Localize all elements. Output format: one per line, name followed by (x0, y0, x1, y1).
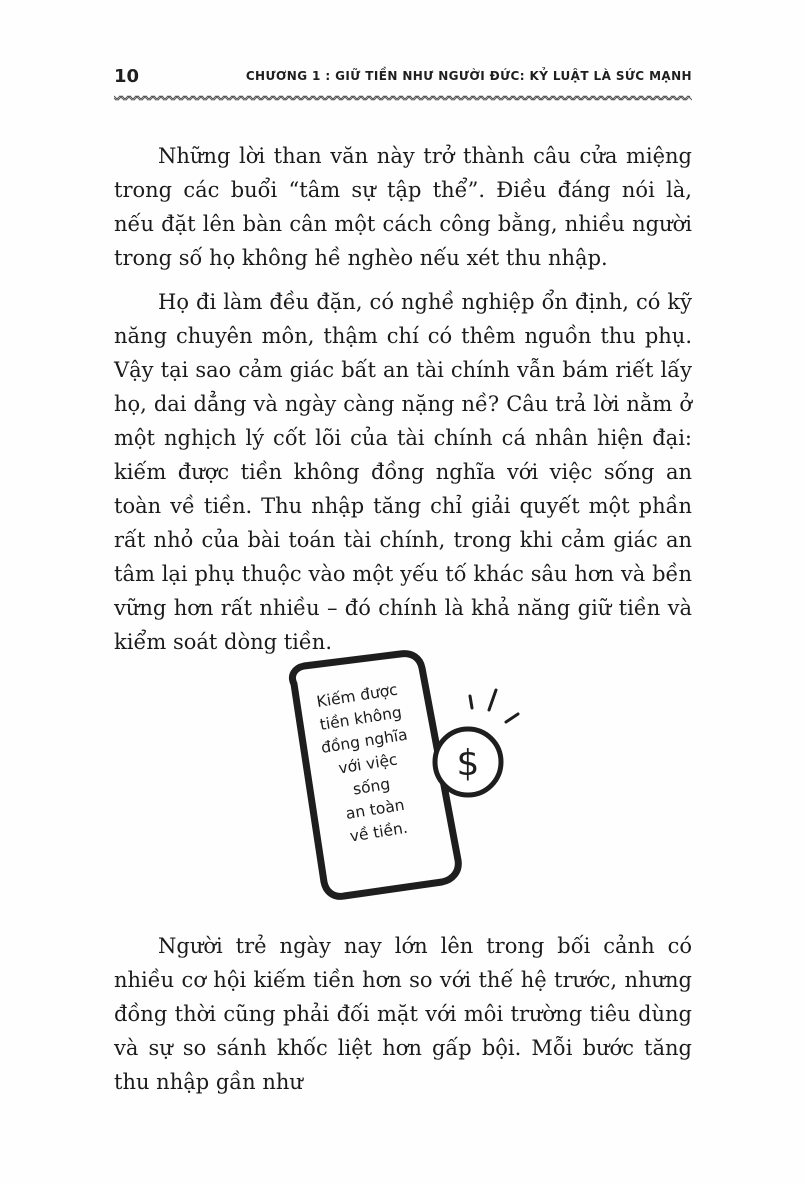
callout-text (290, 675, 446, 855)
callout-line: về tiền. (348, 818, 409, 846)
running-title: CHƯƠNG 1 : GIỮ TIỀN NHƯ NGƯỜI ĐỨC: KỶ LUẬT LÀ SỨC MẠNH (245, 69, 692, 83)
callout-line: an toàn (344, 795, 406, 823)
page-header (114, 66, 692, 92)
paragraph-2: Họ đi làm đều đặn, có nghề nghiệp ổn định, có kỹ năng chuyên môn, thậm chí có thêm nguồn thu phụ. Vậy tại sao cảm giác bất an tài chính vẫn bám riết lấy họ, dai dẳng và ngày càng nặng nề? Câu trả lời nằm ở một nghịch lý cốt lõi của tài chính cá nhân hiện đại: kiếm được tiền không đồng nghĩa với việc sống an toàn về tiền. Thu nhập tăng chỉ giải quyết một phần rất nhỏ của bài toán tài chính, trong khi cảm giác an tâm lại phụ thuộc vào một yếu tố khác sâu hơn và bền vững hơn rất nhiều – đó chính là khả năng giữ tiền và kiểm soát dòng tiền. (114, 290, 692, 654)
callout-line: với việc (337, 750, 399, 778)
callout-line: tiền không (318, 703, 403, 734)
page-number: 10 (114, 66, 140, 87)
dollar-symbol: $ (456, 743, 480, 784)
paragraph-1: Những lời than văn này trở thành câu cửa miệng trong các buổi “tâm sự tập thể”. Điều đáng nói là, nếu đặt lên bàn cân một cách công bằng, nhiều người trong số họ không hề nghèo nếu xét thu nhập. (114, 144, 692, 270)
sparkle-line (506, 714, 518, 722)
header-zigzag-rule (114, 94, 692, 102)
sparkle-line (470, 696, 472, 708)
callout-line: Kiếm được (315, 680, 399, 712)
sparkle-line (489, 690, 496, 710)
callout-line: đồng nghĩa (319, 725, 409, 758)
callout-line: sống (351, 774, 392, 799)
paragraph-3: Người trẻ ngày nay lớn lên trong bối cảnh có nhiều cơ hội kiếm tiền hơn so với thế hệ trước, nhưng đồng thời cũng phải đối mặt với môi trường tiêu dùng và sự so sánh khốc liệt hơn gấp bội. Mỗi bước tăng thu nhập gần như (114, 934, 692, 1094)
